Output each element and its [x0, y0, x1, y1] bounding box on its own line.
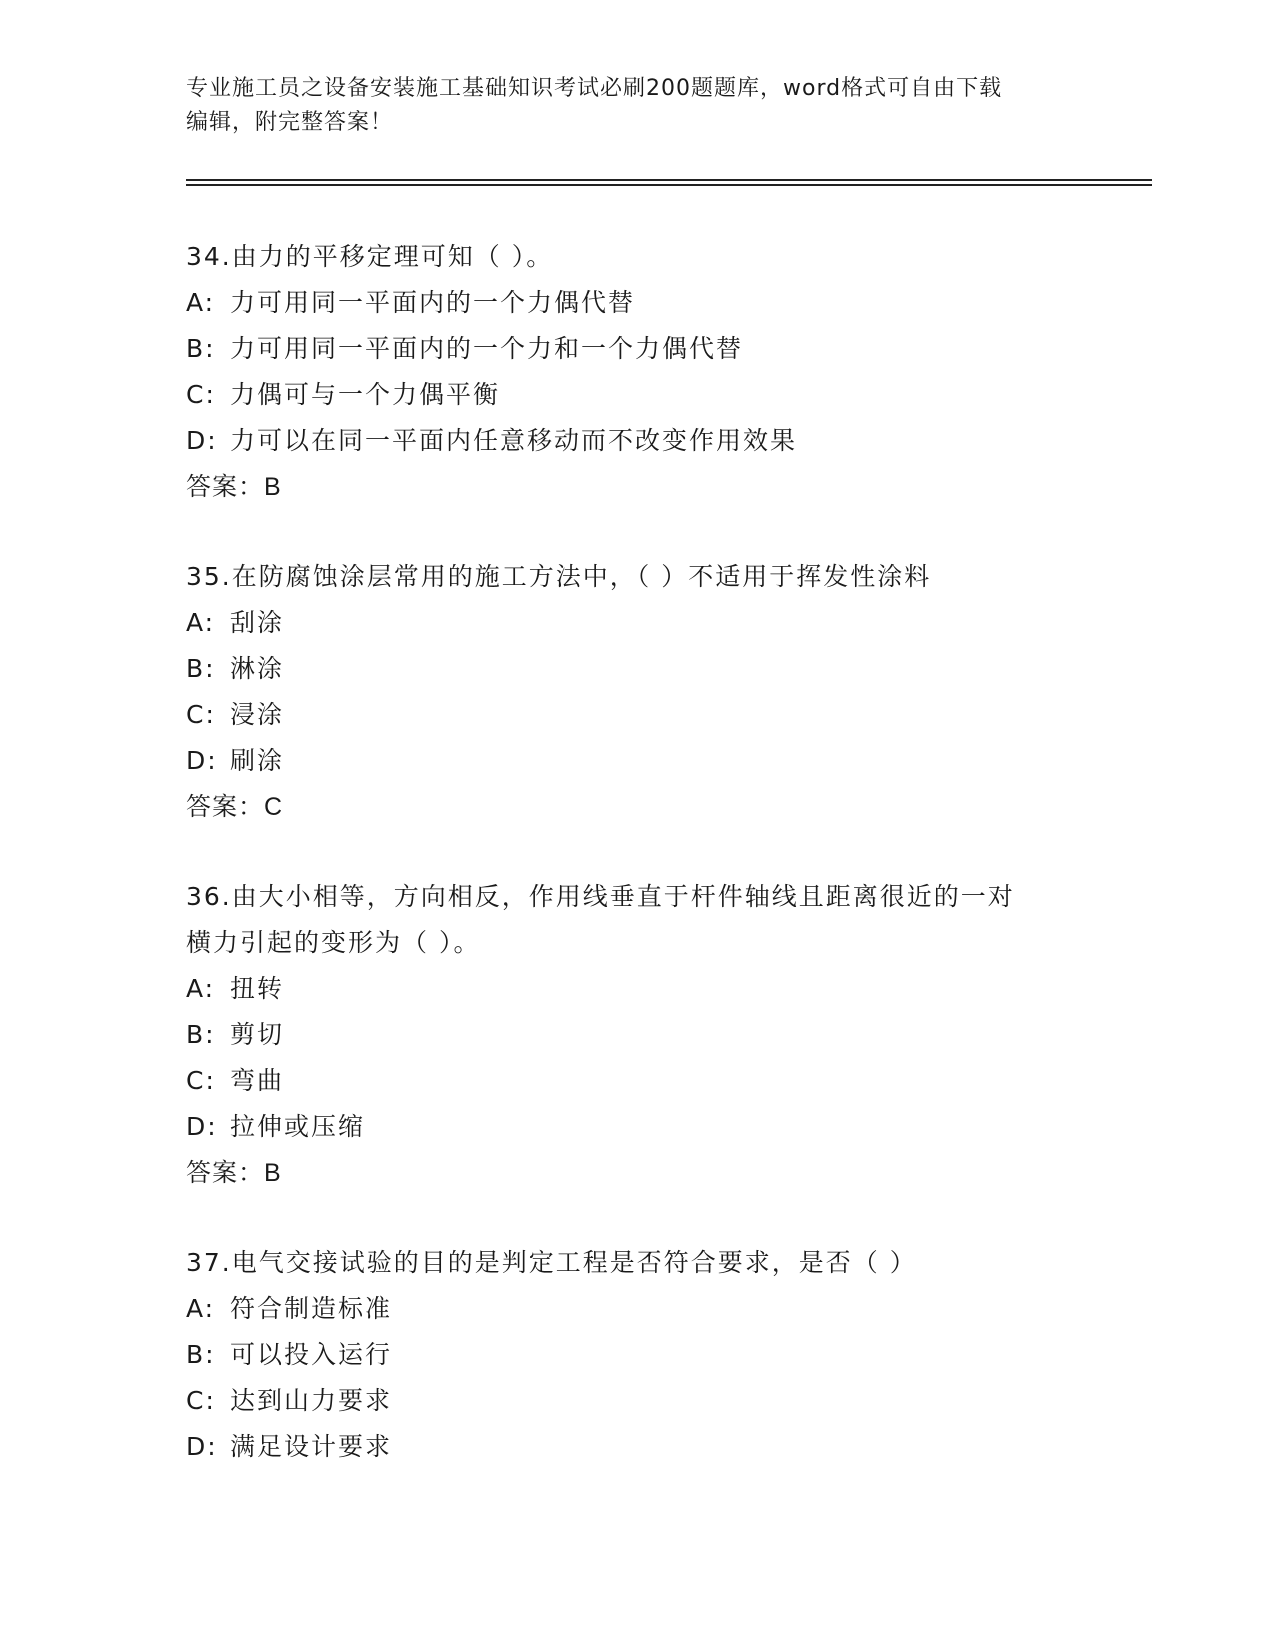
answer: 答案：C: [186, 793, 284, 821]
question-stem-line: 横力引起的变形为（ ）。: [186, 928, 481, 957]
option-key: D:: [186, 746, 218, 775]
option-text: 力可用同一平面内的一个力偶代替: [230, 288, 636, 317]
question-34: [186, 234, 1106, 510]
option-text: 弯曲: [230, 1066, 285, 1095]
option-d: [186, 1424, 1106, 1470]
option-text: 可以投入运行: [230, 1340, 393, 1369]
option-c: [186, 692, 1106, 738]
question-35: [186, 554, 1106, 830]
question-stem: [186, 1240, 1106, 1286]
option-key: D:: [186, 1432, 218, 1461]
question-stem-line: 36.由大小相等，方向相反，作用线垂直于杆件轴线且距离很近的一对: [186, 882, 1015, 911]
option-text: 拉伸或压缩: [230, 1112, 366, 1141]
option-key: C:: [186, 700, 216, 729]
option-b: [186, 1332, 1106, 1378]
option-text: 扭转: [230, 974, 285, 1003]
header-divider-bottom: [186, 184, 1152, 186]
option-key: A:: [186, 288, 216, 317]
option-key: A:: [186, 608, 216, 637]
option-d: [186, 418, 1106, 464]
option-d: [186, 738, 1106, 784]
option-key: D:: [186, 426, 218, 455]
option-text: 力可用同一平面内的一个力和一个力偶代替: [230, 334, 744, 363]
answer: 答案：B: [186, 473, 282, 501]
header-line-1: 专业施工员之设备安装施工基础知识考试必刷200题题库，word格式可自由下载: [186, 76, 1003, 101]
option-key: B:: [186, 1020, 216, 1049]
option-key: C:: [186, 1386, 216, 1415]
option-text: 刷涂: [230, 746, 285, 775]
option-c: [186, 372, 1106, 418]
option-text: 浸涂: [230, 700, 285, 729]
option-text: 淋涂: [230, 654, 285, 683]
option-b: [186, 1012, 1106, 1058]
option-a: [186, 600, 1106, 646]
option-text: 达到山力要求: [230, 1386, 393, 1415]
option-b: [186, 326, 1106, 372]
option-a: [186, 966, 1106, 1012]
question-36: [186, 874, 1106, 1196]
option-key: D:: [186, 1112, 218, 1141]
header-line-2: 编辑，附完整答案！: [186, 110, 394, 135]
document-header: [186, 72, 1086, 140]
question-stem: [186, 554, 1106, 600]
option-key: A:: [186, 974, 216, 1003]
option-key: C:: [186, 1066, 216, 1095]
option-text: 力偶可与一个力偶平衡: [230, 380, 501, 409]
option-text: 力可以在同一平面内任意移动而不改变作用效果: [230, 426, 798, 455]
question-stem-line: 35.在防腐蚀涂层常用的施工方法中，（ ）不适用于挥发性涂料: [186, 562, 932, 591]
answer: 答案：B: [186, 1159, 282, 1187]
option-text: 剪切: [230, 1020, 285, 1049]
option-key: A:: [186, 1294, 216, 1323]
option-text: 满足设计要求: [230, 1432, 393, 1461]
question-stem-line: 34.由力的平移定理可知（ ）。: [186, 242, 554, 271]
question-stem-line: 37.电气交接试验的目的是判定工程是否符合要求，是否（ ）: [186, 1248, 917, 1277]
option-c: [186, 1378, 1106, 1424]
option-key: C:: [186, 380, 216, 409]
option-b: [186, 646, 1106, 692]
option-key: B:: [186, 334, 216, 363]
option-text: 符合制造标准: [230, 1294, 393, 1323]
option-text: 刮涂: [230, 608, 285, 637]
option-key: B:: [186, 1340, 216, 1369]
option-d: [186, 1104, 1106, 1150]
question-stem: [186, 234, 1106, 280]
question-37: [186, 1240, 1106, 1470]
option-key: B:: [186, 654, 216, 683]
option-c: [186, 1058, 1106, 1104]
question-stem: [186, 874, 1106, 966]
option-a: [186, 1286, 1106, 1332]
header-divider-top: [186, 179, 1152, 181]
option-a: [186, 280, 1106, 326]
